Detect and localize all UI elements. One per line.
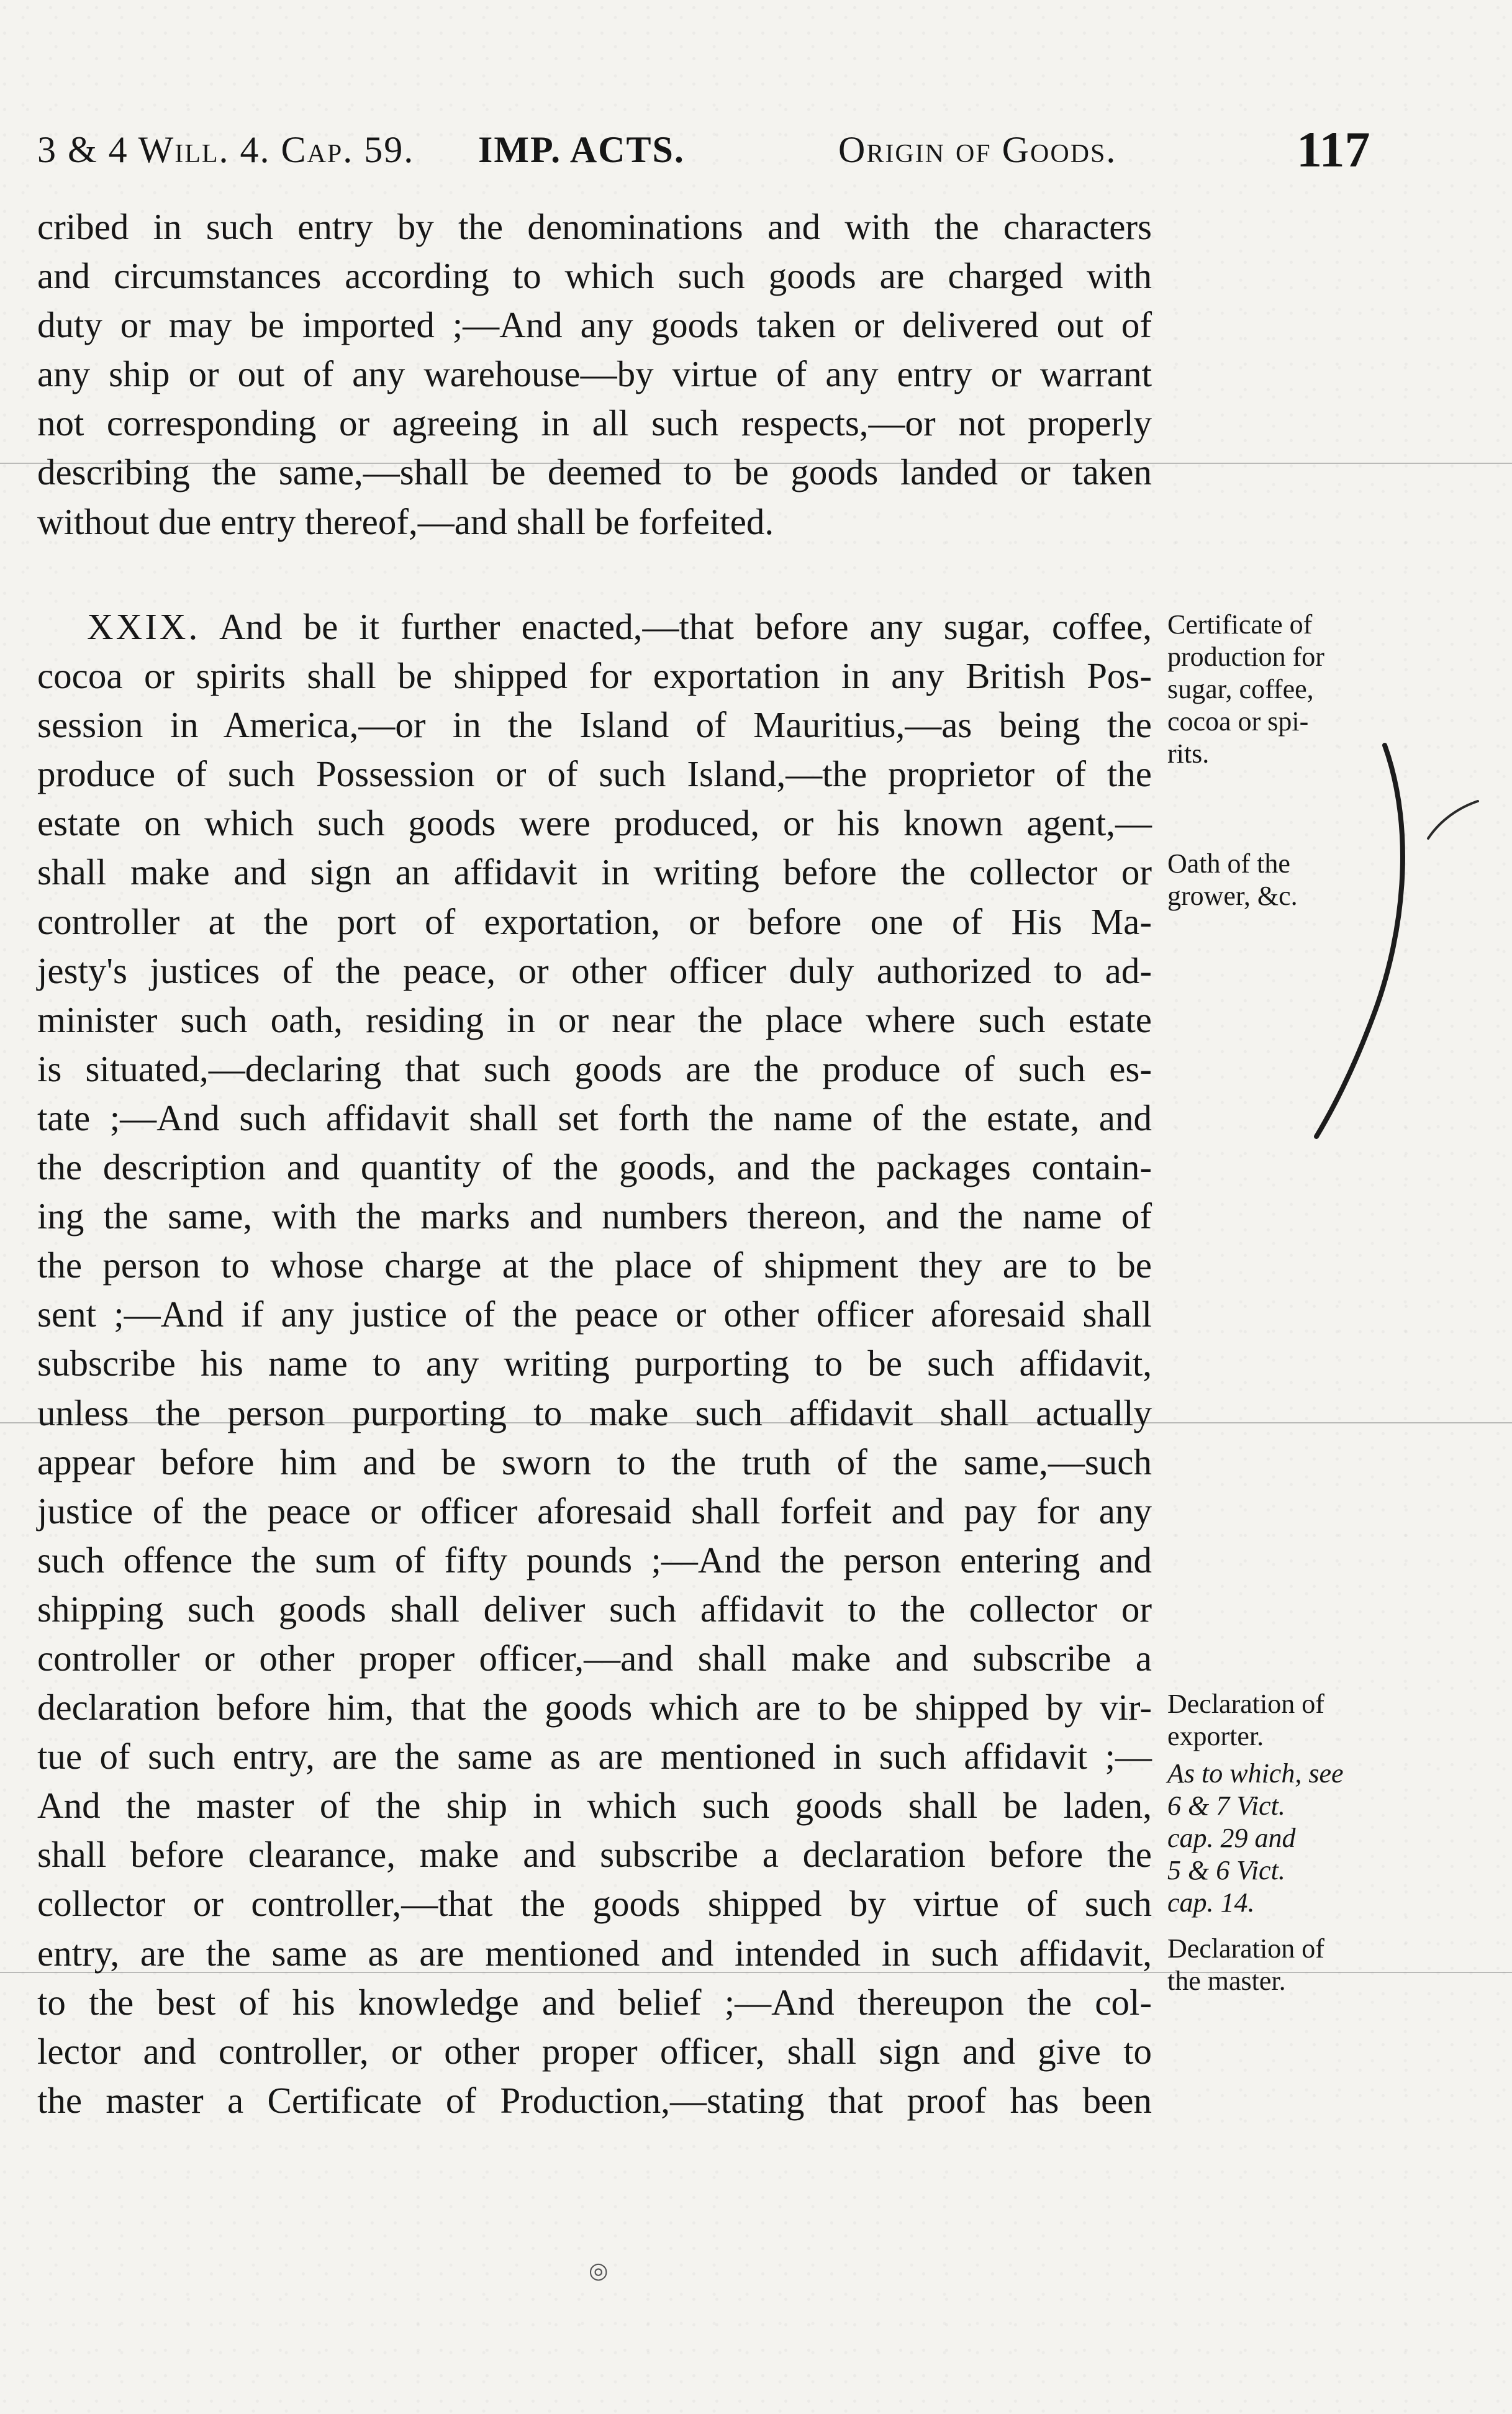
text-line: shall make and sign an affidavit in writing before the collector or bbox=[37, 851, 1152, 893]
section-opening: And be it further enacted,—that before any sugar, coffee, bbox=[219, 606, 1152, 647]
margin-note-declaration-master bbox=[1167, 1933, 1378, 1997]
text-line: cribed in such entry by the denominations and with the characters bbox=[37, 206, 1152, 247]
margin-line: production for bbox=[1167, 642, 1324, 672]
text-line: sent ;—And if any justice of the peace or other officer aforesaid shall bbox=[37, 1294, 1152, 1335]
text-line: minister such oath, residing in or near the place where such estate bbox=[37, 999, 1152, 1040]
text-line: justice of the peace or officer aforesaid shall forfeit and pay for any bbox=[37, 1490, 1152, 1531]
section-number: XXIX. bbox=[87, 606, 201, 647]
margin-line: exporter. bbox=[1167, 1721, 1264, 1751]
text-line: tue of such entry, are the same as are mentioned in such affidavit ;— bbox=[37, 1736, 1152, 1777]
text-line: jesty's justices of the peace, or other officer duly authorized to ad- bbox=[37, 950, 1152, 991]
text-line: declaration before him, that the goods which are to be shipped by vir- bbox=[37, 1687, 1152, 1728]
page-number: 117 bbox=[1297, 121, 1370, 178]
text-line: collector or controller,—that the goods shipped by virtue of such bbox=[37, 1883, 1152, 1925]
text-line: shall before clearance, make and subscribe a declaration before the bbox=[37, 1834, 1152, 1876]
text-line: is situated,—declaring that such goods are the produce of such es- bbox=[37, 1048, 1152, 1089]
text-line: subscribe his name to any writing purporting to be such affidavit, bbox=[37, 1343, 1152, 1384]
margin-line: 6 & 7 Vict. bbox=[1167, 1790, 1285, 1821]
topic-heading: Origin of Goods. bbox=[838, 129, 1117, 170]
handwritten-bracket-mark bbox=[1279, 733, 1490, 1168]
text-line: the master a Certificate of Production,—stating that proof has been bbox=[37, 2079, 1152, 2121]
text-line: and circumstances according to which such goods are charged with bbox=[37, 255, 1152, 297]
text-line: the description and quantity of the goods, and the packages contain- bbox=[37, 1146, 1152, 1188]
text-line: not corresponding or agreeing in all such respects,—or not properly bbox=[37, 402, 1152, 444]
margin-line: 5 & 6 Vict. bbox=[1167, 1855, 1285, 1885]
text-line: controller at the port of exportation, or before one of His Ma- bbox=[37, 901, 1152, 942]
text-line: entry, are the same as are mentioned and intended in such affidavit, bbox=[37, 1932, 1152, 1974]
text-line: the person to whose charge at the place of shipment they are to be bbox=[37, 1245, 1152, 1286]
margin-note-see-also bbox=[1167, 1758, 1378, 1919]
margin-line: cap. 29 and bbox=[1167, 1823, 1296, 1853]
printer-ornament: ◎ bbox=[589, 2258, 609, 2283]
text-line: session in America,—or in the Island of Mauritius,—as being the bbox=[37, 704, 1152, 746]
margin-line: Oath of the bbox=[1167, 848, 1290, 879]
acts-label: IMP. ACTS. bbox=[478, 129, 685, 170]
text-line: controller or other proper officer,—and shall make and subscribe a bbox=[37, 1637, 1152, 1679]
text-line: any ship or out of any warehouse—by virtue of any entry or warrant bbox=[37, 353, 1152, 395]
margin-line: sugar, coffee, bbox=[1167, 674, 1314, 704]
text-line: And the master of the ship in which such goods shall be laden, bbox=[37, 1785, 1152, 1826]
text-line: appear before him and be sworn to the truth of the same,—such bbox=[37, 1441, 1152, 1482]
margin-line: grower, &c. bbox=[1167, 881, 1298, 911]
text-line-first bbox=[37, 602, 1152, 651]
margin-line: cocoa or spi- bbox=[1167, 706, 1309, 737]
text-line: lector and controller, or other proper officer, shall sign and give to bbox=[37, 2030, 1152, 2072]
text-line: unless the person purporting to make such affidavit shall actually bbox=[37, 1392, 1152, 1433]
text-line: describing the same,—shall be deemed to be goods landed or taken bbox=[37, 451, 1152, 493]
margin-line: Certificate of bbox=[1167, 609, 1313, 640]
text-line: produce of such Possession or of such Island,—the proprietor of the bbox=[37, 753, 1152, 795]
margin-note-declaration-exporter bbox=[1167, 1688, 1378, 1753]
running-header bbox=[37, 122, 1372, 178]
text-line: shipping such goods shall deliver such affidavit to the collector or bbox=[37, 1588, 1152, 1630]
statute-citation: 3 & 4 Will. 4. Cap. 59. bbox=[37, 129, 415, 170]
margin-line: Declaration of bbox=[1167, 1933, 1324, 1964]
text-line: duty or may be imported ;—And any goods taken or delivered out of bbox=[37, 304, 1152, 346]
text-line: estate on which such goods were produced, or his known agent,— bbox=[37, 802, 1152, 844]
margin-line: the master. bbox=[1167, 1966, 1286, 1996]
margin-line: rits. bbox=[1167, 738, 1210, 769]
text-line: to the best of his knowledge and belief ;—And thereupon the col- bbox=[37, 1981, 1152, 2023]
paragraph-2 bbox=[37, 602, 1152, 2125]
text-line: ing the same, with the marks and numbers thereon, and the name of bbox=[37, 1196, 1152, 1237]
text-line: without due entry thereof,—and shall be forfeited. bbox=[37, 501, 774, 542]
text-line: such offence the sum of fifty pounds ;—And the person entering and bbox=[37, 1539, 1152, 1581]
margin-line: cap. 14. bbox=[1167, 1887, 1255, 1918]
text-line: tate ;—And such affidavit shall set forth the name of the estate, and bbox=[37, 1097, 1152, 1138]
text-line: cocoa or spirits shall be shipped for exportation in any British Pos- bbox=[37, 655, 1152, 697]
paragraph-1 bbox=[37, 202, 1152, 547]
margin-line: Declaration of bbox=[1167, 1689, 1324, 1719]
margin-line: As to which, see bbox=[1167, 1758, 1344, 1789]
